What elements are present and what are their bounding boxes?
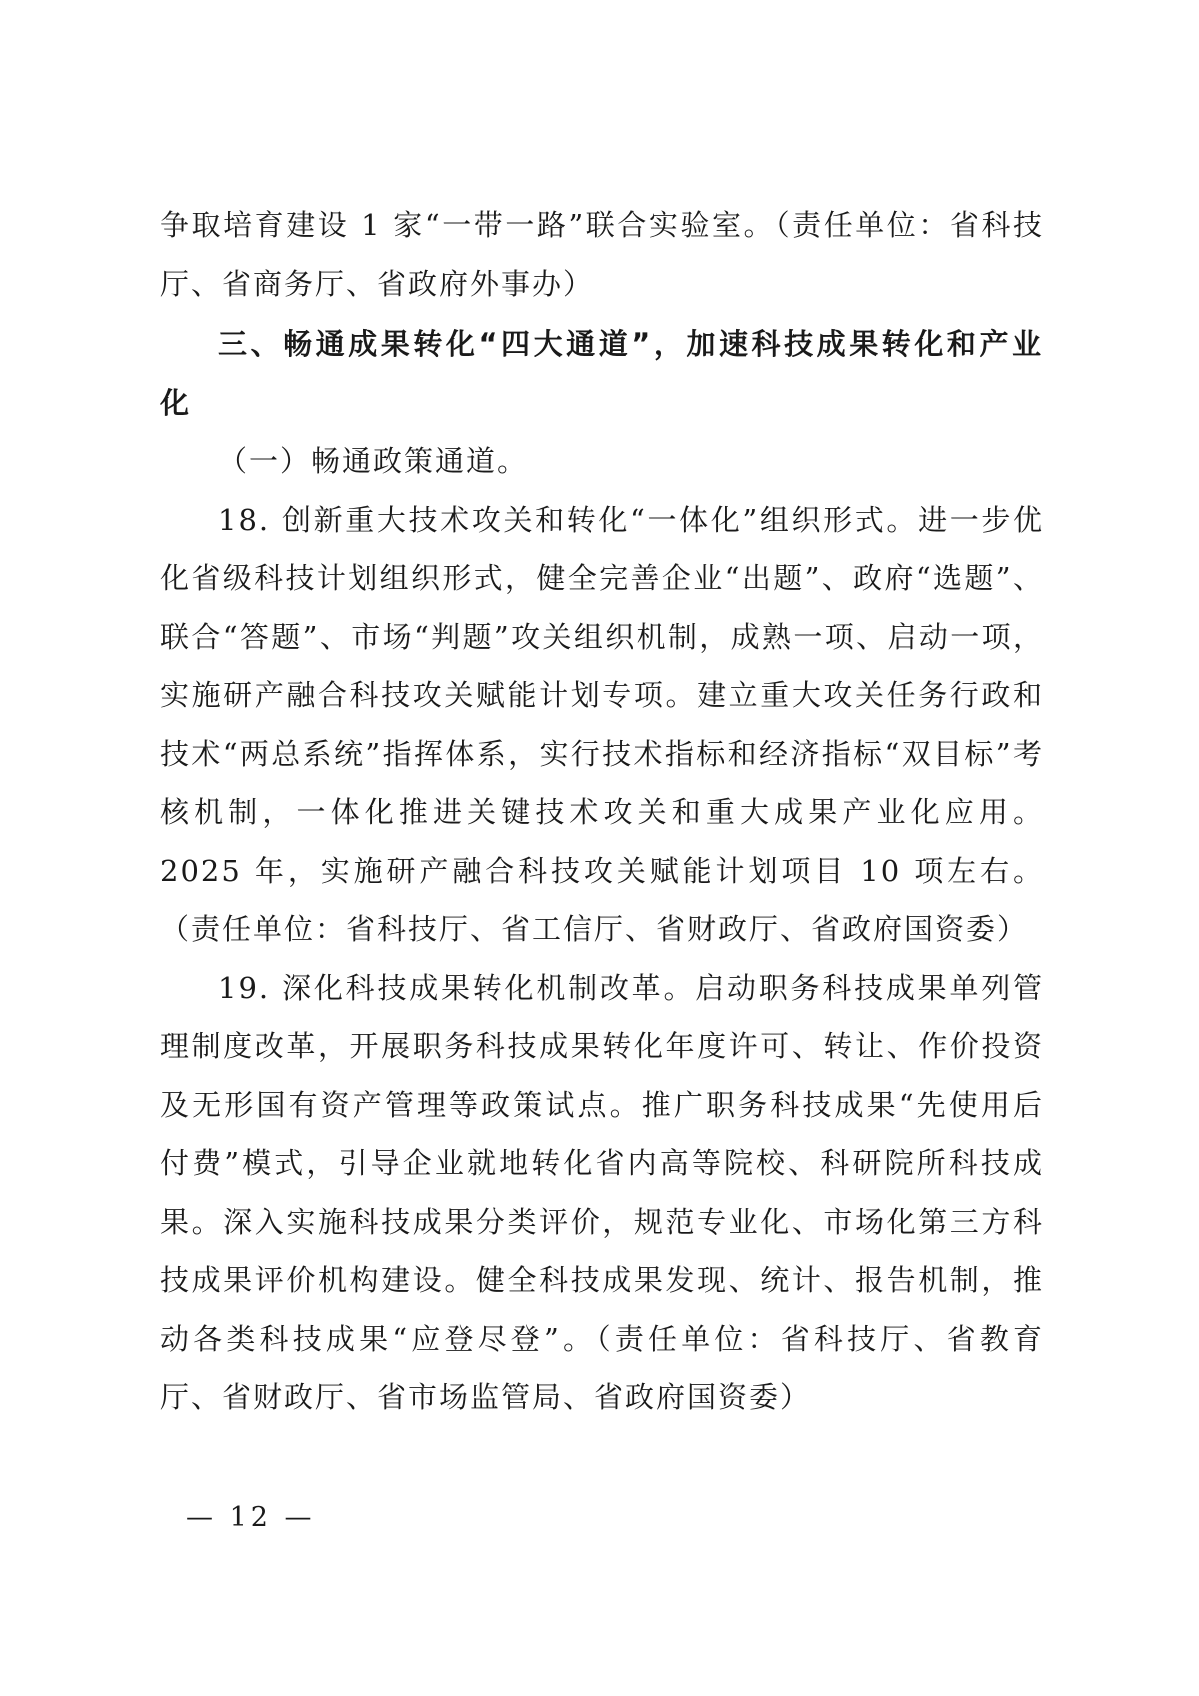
item-19-paragraph: 19. 深化科技成果转化机制改革。启动职务科技成果单列管理制度改革，开展职务科技成果转化年度许可、转让、作价投资及无形国有资产管理等政策试点。推广职务科技成果“先使用后付费”模式，引导企业就地转化省内高等院校、科研院所科技成果。深入实施科技成果分类评价，规范专业化、市场化第三方科技成果评价机构建设。健全科技成果发现、统计、报告机制，推动各类科技成果“应登尽登”。（责任单位：省科技厅、省教育厅、省财政厅、省市场监管局、省政府国资委） — [160, 970, 1044, 1414]
section-heading-3: 三、畅通成果转化“四大通道”，加速科技成果转化和产业化 — [160, 327, 1044, 420]
paragraph-continuation: 争取培育建设 1 家“一带一路”联合实验室。（责任单位：省科技厅、省商务厅、省政府外事办） — [160, 208, 1044, 301]
document-body — [160, 196, 1044, 1427]
item-18-paragraph: 18. 创新重大技术攻关和转化“一体化”组织形式。进一步优化省级科技计划组织形式，健全完善企业“出题”、政府“选题”、联合“答题”、市场“判题”攻关组织机制，成熟一项、启动一项，实施研产融合科技攻关赋能计划专项。建立重大攻关任务行政和技术“两总系统”指挥体系，实行技术指标和经济指标“双目标”考核机制，一体化推进关键技术攻关和重大成果产业化应用。2025 年，实施研产融合科技攻关赋能计划项目 10 项左右。（责任单位：省科技厅、省工信厅、省财政厅、省政府国资委） — [160, 502, 1044, 946]
subsection-heading-1: （一）畅通政策通道。 — [218, 444, 529, 478]
page-number: — 12 — — [186, 1502, 316, 1533]
